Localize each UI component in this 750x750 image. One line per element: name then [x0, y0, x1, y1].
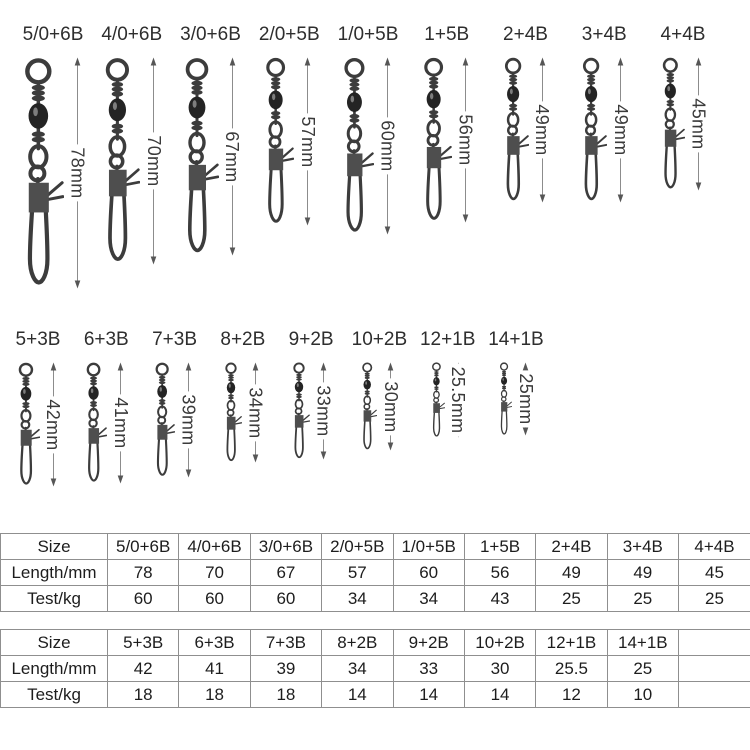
table-cell: 12+1B [536, 630, 607, 656]
swivel-barrel [295, 382, 303, 393]
dimension-indicator [222, 57, 242, 256]
table-cell: 3/0+6B [250, 534, 321, 560]
snap-bottom-loop [507, 154, 518, 199]
arrow-up-icon [696, 58, 702, 66]
swivel-figure [224, 362, 266, 463]
snap-sleeve [295, 415, 304, 428]
swivel-snap-illustration [661, 57, 685, 191]
table-cell: 45 [679, 560, 750, 586]
dimension-length-label: 34mm [246, 384, 264, 441]
snap-sleeve [227, 417, 236, 430]
dimension-length-label: 49mm [533, 101, 551, 158]
size-label: 4/0+6B [101, 24, 163, 45]
snap-sleeve [20, 430, 31, 446]
swivel-ring [585, 59, 599, 73]
table-row [1, 656, 750, 682]
dimension-length-label: 25mm [517, 370, 535, 427]
swivel-ring [426, 59, 442, 75]
swivel-barrel [109, 98, 126, 121]
table-row [1, 534, 750, 560]
swivel-item [408, 25, 486, 289]
table-cell: 3+4B [607, 534, 678, 560]
dimension-indicator [245, 362, 266, 463]
swivel-ring [88, 364, 99, 375]
swivel-barrel [426, 90, 440, 108]
swivel-snap-illustration [85, 362, 107, 484]
snap-sleeve [433, 403, 440, 413]
table-cell: 67 [250, 560, 321, 586]
arrow-down-icon [696, 183, 702, 191]
size-label: 9+2B [288, 329, 334, 350]
dimension-indicator [610, 57, 631, 203]
table-cell: 25 [607, 656, 678, 682]
dimension-indicator [377, 57, 398, 235]
arrow-down-icon [305, 218, 311, 226]
dimension-indicator [688, 57, 709, 191]
size-label: 5/0+6B [22, 24, 84, 45]
size-label: 2/0+5B [258, 24, 320, 45]
table-cell: 14+1B [607, 630, 678, 656]
table-row [1, 682, 750, 708]
arrow-up-icon [388, 363, 394, 371]
table-cell: 56 [464, 560, 535, 586]
snap-bottom-loop [158, 439, 167, 475]
table-cell: 4+4B [679, 534, 750, 560]
arrow-up-icon [50, 363, 56, 371]
snap-sleeve [157, 425, 167, 440]
table-cell: 5/0+6B [108, 534, 179, 560]
snap-bottom-loop [666, 146, 676, 187]
size-label: 14+1B [488, 329, 544, 350]
arrow-up-icon [539, 58, 545, 66]
swivel-item [487, 25, 565, 289]
swivel-barrel [433, 377, 440, 385]
snap-bottom-loop [270, 169, 283, 221]
table-cell: 30 [464, 656, 535, 682]
swivel-item [278, 330, 344, 487]
table-cell: 5+3B [108, 630, 179, 656]
arrow-up-icon [75, 58, 81, 66]
arrow-down-icon [229, 248, 235, 256]
swivel-ring [187, 60, 206, 79]
table-cell: 1/0+5B [393, 534, 464, 560]
table-cell: 8+2B [322, 630, 393, 656]
swivel-snap-illustration [224, 362, 242, 463]
table-cell: 39 [250, 656, 321, 682]
swivel-figure [503, 57, 552, 203]
swivel-figure [342, 57, 398, 235]
arrow-up-icon [253, 363, 259, 371]
dimension-indicator [313, 362, 334, 460]
swivel-figure [431, 362, 469, 438]
swivel-barrel [20, 387, 31, 401]
swivel-barrel [29, 103, 49, 129]
size-label: 8+2B [220, 329, 266, 350]
size-label: 5+3B [15, 329, 61, 350]
table-cell: 14 [322, 682, 393, 708]
swivel-item [483, 330, 549, 487]
snap-bottom-loop [427, 167, 440, 218]
table-cell [679, 656, 750, 682]
table-cell [679, 682, 750, 708]
row-header-cell: Size [1, 534, 108, 560]
arrow-down-icon [186, 470, 192, 478]
snap-bottom-loop [433, 413, 439, 436]
table-cell: 25 [536, 586, 607, 612]
table-cell: 2+4B [536, 534, 607, 560]
snap-sleeve [188, 165, 205, 190]
table-cell: 18 [250, 682, 321, 708]
swivel-barrel [227, 382, 235, 393]
dimension-length-label: 67mm [223, 128, 241, 185]
table-cell: 7+3B [250, 630, 321, 656]
table-cell: 49 [607, 560, 678, 586]
size-label: 3/0+6B [180, 24, 241, 45]
snap-bottom-loop [30, 211, 48, 282]
swivel-barrel [89, 386, 99, 399]
dimension-length-label: 45mm [690, 95, 708, 152]
swivel-barrel [501, 377, 507, 385]
swivel-item [644, 25, 722, 289]
table-cell: 25 [607, 586, 678, 612]
snap-bottom-loop [364, 421, 371, 448]
snap-sleeve [665, 130, 676, 147]
dimension-length-label: 70mm [145, 132, 163, 189]
table-cell: 43 [464, 586, 535, 612]
table-cell: 34 [322, 656, 393, 682]
swivel-barrel [507, 86, 519, 102]
snap-sleeve [89, 428, 100, 444]
swivel-snap-illustration [342, 57, 374, 235]
snap-sleeve [507, 136, 519, 155]
swivel-snap-illustration [422, 57, 452, 223]
swivel-snap-illustration [103, 57, 140, 265]
size-label: 6+3B [83, 329, 129, 350]
swivel-barrel [269, 91, 283, 110]
dimension-indicator [515, 362, 536, 436]
table-cell: 60 [393, 560, 464, 586]
swivel-figure [292, 362, 334, 460]
arrow-down-icon [118, 476, 124, 484]
table-cell: 60 [179, 586, 250, 612]
arrow-down-icon [50, 479, 56, 487]
snap-bottom-loop [502, 411, 507, 434]
snap-sleeve [269, 149, 283, 171]
snap-sleeve [585, 136, 597, 155]
arrow-up-icon [229, 58, 235, 66]
table-cell: 14 [464, 682, 535, 708]
swivel-item [142, 330, 208, 487]
swivel-item [14, 25, 92, 289]
swivel-figure [22, 57, 88, 289]
spec-table [0, 629, 750, 708]
swivel-item [415, 330, 481, 487]
arrow-up-icon [385, 58, 391, 66]
swivel-ring [268, 60, 284, 76]
swivel-figure [661, 57, 709, 191]
swivel-figure [103, 57, 164, 265]
size-label: 4+4B [660, 24, 706, 45]
swivel-figure [85, 362, 131, 484]
table-cell: 60 [250, 586, 321, 612]
dimension-length-label: 30mm [382, 378, 400, 435]
table-cell: 9+2B [393, 630, 464, 656]
swivel-snap-illustration [264, 57, 294, 226]
row-header-cell: Length/mm [1, 560, 108, 586]
table-cell: 14 [393, 682, 464, 708]
table-cell: 6+3B [179, 630, 250, 656]
arrow-down-icon [151, 257, 157, 265]
swivel-ring [157, 364, 168, 375]
swivel-figure [264, 57, 318, 226]
arrow-down-icon [75, 281, 81, 289]
figure-row [0, 0, 750, 289]
swivel-snap-illustration [581, 57, 607, 203]
arrow-down-icon [523, 428, 529, 436]
swivel-ring [346, 60, 363, 77]
table-cell: 25 [679, 586, 750, 612]
swivel-snap-illustration [154, 362, 175, 478]
swivel-barrel [157, 385, 167, 398]
dimension-indicator [297, 57, 318, 226]
size-label: 7+3B [152, 329, 198, 350]
table-cell: 12 [536, 682, 607, 708]
dimension-indicator [178, 362, 199, 478]
table-cell: 57 [322, 560, 393, 586]
table-cell: 10 [607, 682, 678, 708]
swivel-ring [27, 60, 49, 82]
table-row [1, 630, 750, 656]
arrow-up-icon [186, 363, 192, 371]
snap-bottom-loop [348, 175, 361, 230]
swivel-snap-illustration [183, 57, 219, 256]
table-cell: 33 [393, 656, 464, 682]
dimension-length-label: 60mm [379, 117, 397, 174]
size-label: 3+4B [581, 24, 627, 45]
swivel-figure [183, 57, 242, 256]
swivel-barrel [585, 86, 597, 102]
swivel-item [329, 25, 407, 289]
swivel-figure [422, 57, 476, 223]
swivel-barrel [665, 84, 676, 99]
row-header-cell: Test/kg [1, 586, 108, 612]
table-cell: 78 [108, 560, 179, 586]
swivel-ring [501, 363, 508, 370]
row-header-cell: Size [1, 630, 108, 656]
swivel-item [73, 330, 139, 487]
snap-sleeve [29, 183, 49, 213]
dimension-length-label: 33mm [315, 382, 333, 439]
dimension-length-label: 49mm [612, 101, 630, 158]
dimension-length-label: 57mm [299, 113, 317, 170]
snap-bottom-loop [21, 445, 31, 483]
arrow-up-icon [618, 58, 624, 66]
arrow-up-icon [462, 58, 468, 66]
swivel-item [93, 25, 171, 289]
snap-sleeve [502, 402, 508, 411]
arrow-down-icon [385, 227, 391, 235]
swivel-ring [294, 363, 303, 372]
table-cell: 4/0+6B [179, 534, 250, 560]
arrow-up-icon [321, 363, 327, 371]
dimension-indicator [110, 362, 131, 484]
swivel-item [250, 25, 328, 289]
swivel-barrel [347, 92, 362, 112]
table-cell: 42 [108, 656, 179, 682]
table-cell [679, 630, 750, 656]
table-cell: 49 [536, 560, 607, 586]
table-row [1, 560, 750, 586]
swivel-ring [363, 363, 371, 371]
dimension-indicator [67, 57, 88, 289]
dimension-length-label: 41mm [112, 394, 130, 451]
swivel-snap-illustration [361, 362, 377, 451]
swivel-figure [154, 362, 199, 478]
swivel-item [172, 25, 250, 289]
table-cell: 25.5 [536, 656, 607, 682]
arrow-down-icon [253, 455, 259, 463]
snap-bottom-loop [296, 427, 304, 457]
arrow-down-icon [388, 443, 394, 451]
dimension-length-label: 25.5mm [449, 364, 467, 437]
dimension-indicator [448, 362, 469, 438]
swivel-ring [664, 59, 677, 72]
table-cell: 10+2B [464, 630, 535, 656]
arrow-down-icon [462, 215, 468, 223]
swivel-ring [108, 60, 127, 80]
row-header-cell: Length/mm [1, 656, 108, 682]
swivel-figure [17, 362, 63, 487]
swivel-barrel [188, 97, 205, 119]
row-header-cell: Test/kg [1, 682, 108, 708]
snap-bottom-loop [586, 154, 597, 199]
swivel-snap-illustration [431, 362, 445, 438]
table-cell: 18 [179, 682, 250, 708]
snap-bottom-loop [189, 189, 204, 250]
table-cell: 41 [179, 656, 250, 682]
dimension-indicator [455, 57, 476, 223]
swivel-snap-illustration [499, 362, 512, 436]
table-cell: 60 [108, 586, 179, 612]
arrow-down-icon [618, 195, 624, 203]
table-cell: 18 [108, 682, 179, 708]
arrow-down-icon [321, 452, 327, 460]
swivel-ring [432, 363, 439, 370]
snap-sleeve [109, 170, 127, 197]
swivel-snap-illustration [503, 57, 529, 203]
size-label: 10+2B [351, 329, 408, 350]
snap-bottom-loop [227, 429, 235, 460]
table-cell: 34 [322, 586, 393, 612]
dimension-indicator [143, 57, 164, 265]
swivel-item [565, 25, 643, 289]
arrow-up-icon [151, 58, 157, 66]
dimension-length-label: 42mm [44, 396, 62, 453]
dimension-indicator [380, 362, 401, 451]
snap-bottom-loop [89, 443, 98, 480]
swivel-item [210, 330, 276, 487]
arrow-up-icon [523, 363, 529, 371]
spec-table [0, 533, 750, 612]
size-label: 1+5B [424, 24, 470, 45]
figure-row [0, 330, 549, 487]
swivel-snap-illustration [17, 362, 40, 487]
table-cell: 2/0+5B [322, 534, 393, 560]
dimension-length-label: 39mm [180, 391, 198, 448]
snap-bottom-loop [110, 195, 125, 259]
swivel-figure [499, 362, 536, 436]
size-label: 2+4B [503, 24, 548, 45]
snap-sleeve [427, 147, 441, 168]
swivel-ring [226, 364, 235, 373]
swivel-item [346, 330, 412, 487]
swivel-figure [581, 57, 631, 203]
table-row [1, 586, 750, 612]
table-cell: 1+5B [464, 534, 535, 560]
swivel-snap-illustration [22, 57, 64, 289]
dimension-length-label: 56mm [456, 111, 474, 168]
arrow-up-icon [305, 58, 311, 66]
dimension-indicator [532, 57, 552, 203]
snap-sleeve [347, 153, 362, 176]
swivel-item [5, 330, 71, 487]
swivel-snap-illustration [292, 362, 310, 460]
swivel-ring [506, 59, 520, 73]
table-cell: 70 [179, 560, 250, 586]
arrow-down-icon [539, 195, 545, 203]
swivel-barrel [364, 380, 371, 390]
size-label: 12+1B [419, 329, 476, 350]
snap-sleeve [364, 410, 372, 421]
size-label: 1/0+5B [337, 24, 399, 45]
arrow-up-icon [118, 363, 124, 371]
swivel-ring [19, 364, 31, 376]
table-cell: 34 [393, 586, 464, 612]
dimension-indicator [43, 362, 63, 487]
swivel-figure [361, 362, 401, 451]
dimension-length-label: 78mm [69, 144, 87, 201]
